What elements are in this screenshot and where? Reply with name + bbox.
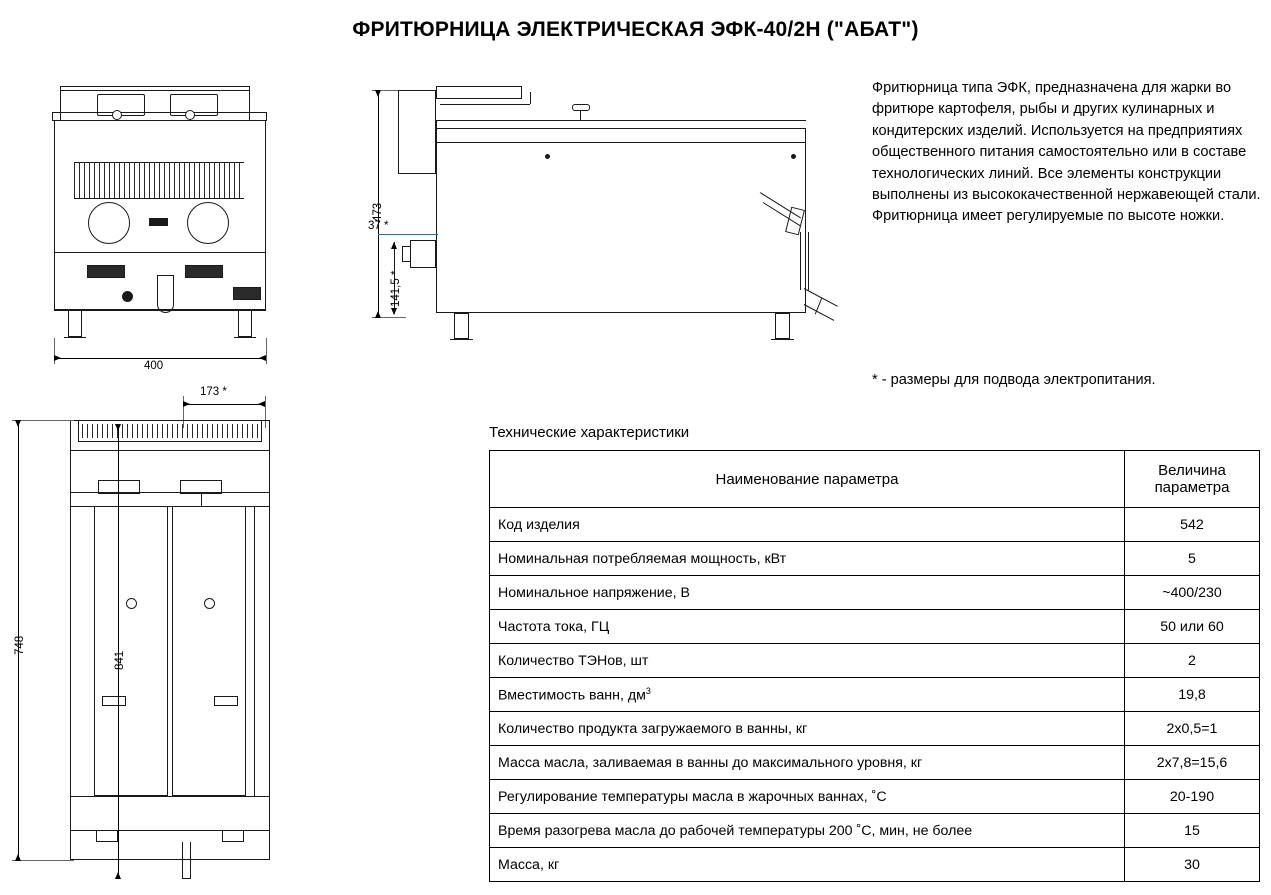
param-value: 50 или 60 bbox=[1125, 610, 1260, 644]
param-value: 30 bbox=[1125, 848, 1260, 882]
param-name: Номинальное напряжение, В bbox=[490, 576, 1125, 610]
table-caption: Технические характеристики bbox=[489, 424, 690, 441]
dim-top-depth-outer: 748 bbox=[14, 635, 26, 655]
dim-side-offset-top: 37 * bbox=[368, 220, 389, 232]
table-row bbox=[490, 508, 1260, 542]
param-value: 15 bbox=[1125, 814, 1260, 848]
table-row bbox=[490, 746, 1260, 780]
dim-top-width: 173 * bbox=[200, 386, 227, 398]
table-row bbox=[490, 814, 1260, 848]
dim-front-width: 400 bbox=[144, 360, 164, 372]
table-row bbox=[490, 644, 1260, 678]
param-name: Регулирование температуры масла в жарочных ваннах, ˚С bbox=[490, 780, 1125, 814]
table-header-row bbox=[490, 451, 1260, 508]
column-header-name: Наименование параметра bbox=[490, 451, 1125, 508]
column-header-value: Величина параметра bbox=[1125, 451, 1260, 508]
dim-top-depth-inner: 841 bbox=[114, 650, 126, 670]
param-name: Частота тока, ГЦ bbox=[490, 610, 1125, 644]
table-row bbox=[490, 576, 1260, 610]
dim-side-height: 473 bbox=[372, 202, 384, 222]
param-name: Номинальная потребляемая мощность, кВт bbox=[490, 542, 1125, 576]
param-value: 5 bbox=[1125, 542, 1260, 576]
param-name: Масса масла, заливаемая в ванны до максимального уровня, кг bbox=[490, 746, 1125, 780]
param-value: 2 bbox=[1125, 644, 1260, 678]
product-description: Фритюрница типа ЭФК, предназначена для жарки во фритюре картофеля, рыбы и других кулинарных и кондитерских изделий. Используется на предприятиях общественного питания самостоятельно или в составе технологических линий. Все элементы конструкции выполнены из высококачественной нержавеющей стали. Фритюрница имеет регулируемые по высоте ножки. bbox=[872, 80, 1261, 225]
param-name: Количество ТЭНов, шт bbox=[490, 644, 1125, 678]
dim-side-offset-bottom: 141,5 * bbox=[390, 270, 402, 307]
param-name: Код изделия bbox=[490, 508, 1125, 542]
side-view-drawing bbox=[368, 82, 850, 352]
param-name: Количество продукта загружаемого в ванны, кг bbox=[490, 712, 1125, 746]
param-value: 20-190 bbox=[1125, 780, 1260, 814]
table-row bbox=[490, 712, 1260, 746]
table-row bbox=[490, 542, 1260, 576]
page-title: ФРИТЮРНИЦА ЭЛЕКТРИЧЕСКАЯ ЭФК-40/2Н ("АБАТ") bbox=[352, 18, 919, 41]
param-name: Время разогрева масла до рабочей температуры 200 ˚С, мин, не более bbox=[490, 814, 1125, 848]
table-row bbox=[490, 610, 1260, 644]
param-value: 2х7,8=15,6 bbox=[1125, 746, 1260, 780]
param-value: ~400/230 bbox=[1125, 576, 1260, 610]
top-view-drawing bbox=[14, 386, 340, 880]
param-name: Масса, кг bbox=[490, 848, 1125, 882]
footnote: * - размеры для подвода электропитания. bbox=[872, 372, 1156, 388]
table-row bbox=[490, 678, 1260, 712]
table-row bbox=[490, 848, 1260, 882]
param-name: Вместимость ванн, $дм^3$ bbox=[490, 678, 1125, 712]
table-row bbox=[490, 780, 1260, 814]
specs-table bbox=[489, 450, 1260, 882]
front-view-drawing bbox=[52, 82, 292, 372]
param-value: 2х0,5=1 bbox=[1125, 712, 1260, 746]
param-value: 542 bbox=[1125, 508, 1260, 542]
param-value: 19,8 bbox=[1125, 678, 1260, 712]
